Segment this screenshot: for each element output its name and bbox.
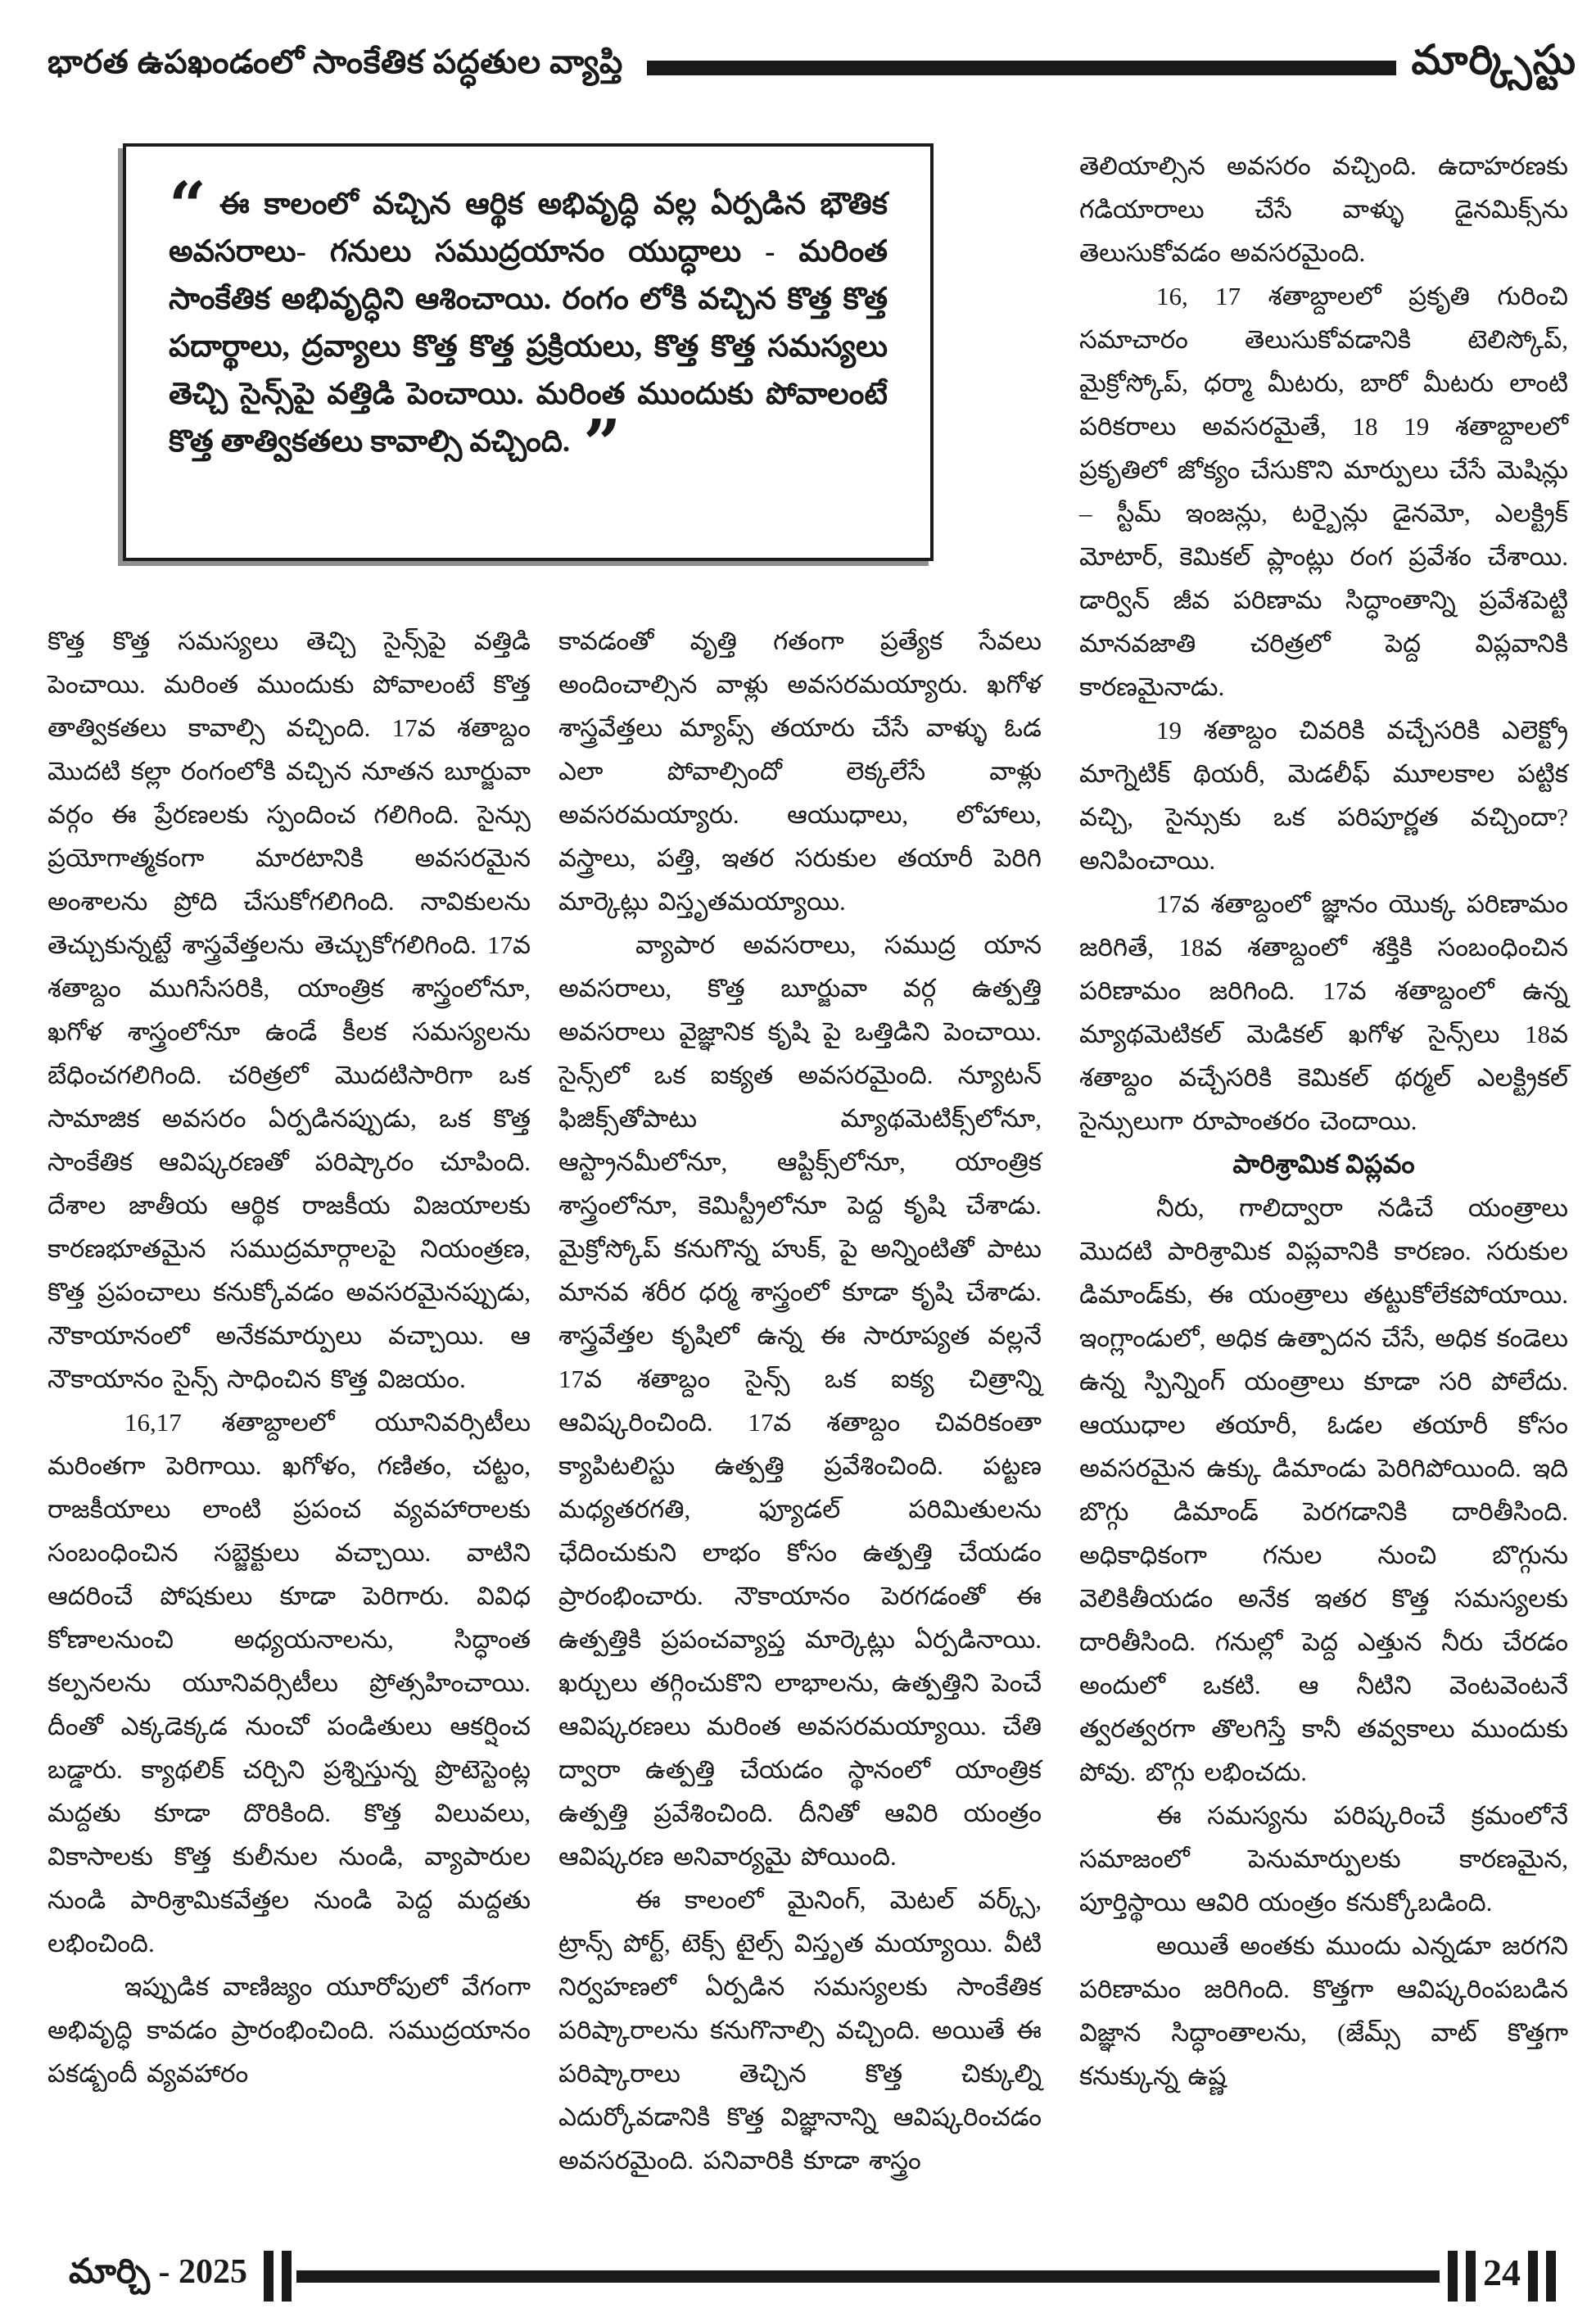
body-paragraph: వ్యాపార అవసరాలు, సముద్ర యాన అవసరాలు, కొత్త బూర్జువా వర్గ ఉత్పత్తి అవసరాలు వైజ్ఞానిక కృషి పై ఒత్తిడిని పెంచాయి. సైన్స్‌లో ఒక ఐక్యత అవసరమైంది. న్యూటన్ ఫిజిక్స్‌తోపాటు మ్యాథమెటిక్స్‌లోనూ, ఆస్ట్రానమీలోనూ, ఆప్టిక్స్‌లోనూ, యాంత్రిక శాస్త్రంలోనూ, కెమిస్ట్రీలోనూ పెద్ద కృషి చేశాడు. మైక్రోస్కోప్ కనుగొన్న హుక్, పై అన్నింటితో పాటు మానవ శరీర ధర్మ శాస్త్రంలో కూడా కృషి చేశాడు. శాస్త్రవేత్తల కృషిలో ఉన్న ఈ సారూప్యత వల్లనే 17వ శతాబ్దం సైన్స్ ఒక ఐక్య చిత్రాన్ని ఆవిష్కరించింది. 17వ శతాబ్దం చివరికంతా క్యాపిటలిస్టు ఉత్పత్తి ప్రవేశించింది. పట్టణ మధ్యతరగతి, ఫ్యూడల్ పరిమితులను ఛేదించుకుని లాభం కోసం ఉత్పత్తి చేయడం ప్రారంభించారు. నౌకాయానం పెరగడంతో ఈ ఉత్పత్తికి ప్రపంచవ్యాప్త మార్కెట్లు ఏర్పడినాయి. ఖర్చులు తగ్గించుకొని లాభాలను, ఉత్పత్తిని పెంచే ఆవిష్కరణలు మరింత అవసరమయ్యాయి. చేతి ద్వారా ఉత్పత్తి చేయడం స్థానంలో యాంత్రిక ఉత్పత్తి ప్రవేశించింది. దీనితో ఆవిరి యంత్రం ఆవిష్కరణ అనివార్యమై పోయింది. bbox=[558, 930, 1042, 1871]
footer-issue-date: మార్చి - 2025 bbox=[69, 2253, 248, 2291]
footer-right-bars-icon bbox=[1448, 2251, 1458, 2302]
body-paragraph: కొత్త కొత్త సమస్యలు తెచ్చి సైన్స్‌పై వత్తిడి పెంచాయి. మరింత ముందుకు పోవాలంటే కొత్త తాత్వికతలు కావాల్సి వచ్చింది. 17వ శతాబ్దం మొదటి కల్లా రంగంలోకి వచ్చిన నూతన బూర్జువా వర్గం ఈ ప్రేరణలకు స్పందించ గలిగింది. సైన్సు ప్రయోగాత్మకంగా మారటానికి అవసరమైన అంశాలను ప్రోది చేసుకోగలిగింది. నావికులను తెచ్చుకున్నట్టే శాస్త్రవేత్తలను తెచ్చుకోగలిగింది. 17వ శతాబ్దం ముగిసేసరికి, యాంత్రిక శాస్త్రంలోనూ, ఖగోళ శాస్త్రంలోనూ ఉండే కీలక సమస్యలను బేధించగలిగింది. చరిత్రలో మొదటిసారిగా ఒక సామాజిక అవసరం ఏర్పడినప్పుడు, ఒక కొత్త సాంకేతిక ఆవిష్కరణతో పరిష్కారం చూపింది. దేశాల జాతీయ ఆర్థిక రాజకీయ విజయాలకు కారణభూతమైన సముద్రమార్గాలపై నియంత్రణ, కొత్త ప్రపంచాలు కనుక్కోవడం అవసరమైనప్పుడు, నౌకాయానంలో అనేకమార్పులు వచ్చాయి. ఆ నౌకాయానం సైన్స్ సాధించిన కొత్త విజయం. bbox=[47, 627, 531, 1393]
body-paragraph: ఈ సమస్యను పరిష్కరించే క్రమంలోనే సమాజంలో పెనుమార్పులకు కారణమైన, పూర్తిస్థాయి ఆవిరి యంత్రం కనుక్కోబడింది. bbox=[1079, 1801, 1568, 1917]
body-paragraph: తెలియాల్సిన అవసరం వచ్చింది. ఉదాహరణకు గడియారాలు చేసే వాళ్ళు డైనమిక్స్‌ను తెలుసుకోవడం అవసరమైంది. bbox=[1079, 152, 1568, 267]
body-paragraph: 16,17 శతాబ్దాలలో యూనివర్సిటీలు మరింతగా పెరిగాయి. ఖగోళం, గణితం, చట్టం, రాజకీయాలు లాంటి ప్రపంచ వ్యవహారాలకు సంబంధించిన సబ్జెక్టులు వచ్చాయి. వాటిని ఆదరించే పోషకులు కూడా పెరిగారు. వివిధ కోణాలనుంచి అధ్యయనాలను, సిద్ధాంత కల్పనలను యూనివర్సిటీలు ప్రోత్సహించాయి. దీంతో ఎక్కడెక్కడ నుంచో పండితులు ఆకర్షించ బడ్డారు. క్యాథలిక్ చర్చిని ప్రశ్నిస్తున్న ప్రొటెస్టెంట్ల మద్దతు కూడా దొరికింది. కొత్త విలువలు, వికాసాలకు కొత్త కులీనుల నుండి, వ్యాపారుల నుండి పారిశ్రామికవేత్తల నుండి పెద్ద మద్దతు లభించింది. bbox=[47, 1408, 531, 1958]
body-paragraph: 16, 17 శతాబ్దాలలో ప్రకృతి గురించి సమాచారం తెలుసుకోవడానికి టెలిస్కోప్, మైక్రోస్కోప్, ధర్మా మీటరు, బారో మీటరు లాంటి పరికరాలు అవసరమైతే, 18 19 శతాబ్దాలలో ప్రకృతిలో జోక్యం చేసుకొని మార్పులు చేసే మెషిన్లు – స్టీమ్ ఇంజన్లు, టర్బైన్లు డైనమో, ఎలక్ట్రిక్ మోటార్, కెమికల్ ప్లాంట్లు రంగ ప్రవేశం చేశాయి. డార్విన్ జీవ పరిణామ సిద్ధాంతాన్ని ప్రవేశపెట్టి మానవజాతి చరిత్రలో పెద్ద విప్లవానికి కారణమైనాడు. bbox=[1079, 282, 1568, 701]
section-heading: పారిశ్రామిక విప్లవం bbox=[1232, 1149, 1415, 1179]
column-right bbox=[1079, 144, 1568, 2098]
footer-rule bbox=[296, 2270, 1440, 2283]
footer-right-bars-icon bbox=[1528, 2251, 1538, 2302]
body-paragraph: ఇప్పుడిక వాణిజ్యం యూరోపులో వేగంగా అభివృద్ధి కావడం ప్రారంభించింది. సముద్రయానం పకడ్బందీ వ్యవహారం bbox=[47, 1972, 531, 2088]
pull-quote-text: ఈ కాలంలో వచ్చిన ఆర్థిక అభివృద్ధి వల్ల ఏర్పడిన భౌతిక అవసరాలు- గనులు సముద్రయానం యుద్ధాలు - మరింత సాంకేతిక అభివృద్ధిని ఆశించాయి. రంగం లోకి వచ్చిన కొత్త కొత్త పదార్థాలు, ద్రవ్యాలు కొత్త కొత్త ప్రక్రియలు, కొత్త కొత్త సమస్యలు తెచ్చి సైన్స్‌పై వత్తిడి పెంచాయి. మరింత ముందుకు పోవాలంటే కొత్త తాత్వికతలు కావాల్సి వచ్చింది. bbox=[169, 188, 888, 459]
open-quote-icon: “ bbox=[169, 167, 207, 244]
page-number: 24 bbox=[1483, 2252, 1521, 2293]
body-paragraph: నీరు, గాలిద్వారా నడిచే యంత్రాలు మొదటి పారిశ్రామిక విప్లవానికి కారణం. సరుకుల డిమాండ్‌కు, ఈ యంత్రాలు తట్టుకోలేకపోయాయి. ఇంగ్లాండులో, అధిక ఉత్పాదన చేసే, అధిక కండెలు ఉన్న స్పిన్నింగ్ యంత్రాలు కూడా సరి పోలేదు. ఆయుధాల తయారీ, ఓడల తయారీ కోసం అవసరమైన ఉక్కు డిమాండు పెరిగిపోయింది. ఇది బొగ్గు డిమాండ్ పెరగడానికి దారితీసింది. అధికాధికంగా గనుల నుంచి బొగ్గును వెలికితీయడం అనేక ఇతర కొత్త సమస్యలకు దారితీసింది. గనుల్లో పెద్ద ఎత్తున నీరు చేరడం అందులో ఒకటి. ఆ నీటిని వెంటవెంటనే త్వరత్వరగా తొలగిస్తే కానీ తవ్వకాలు ముందుకు పోవు. బొగ్గు లభించదు. bbox=[1079, 1193, 1568, 1786]
column-middle bbox=[558, 619, 1042, 2182]
header-rule bbox=[647, 61, 1396, 75]
article-title: భారత ఉపఖండంలో సాంకేతిక పద్ధతుల వ్యాప్తి bbox=[47, 43, 623, 80]
body-paragraph: 19 శతాబ్దం చివరికి వచ్చేసరికి ఎలెక్ట్రో మాగ్నెటిక్ థియరీ, మెడలీఫ్ మూలకాల పట్టిక వచ్చి, సైన్సుకు ఒక పరిపూర్ణత వచ్చిందా? అనిపించాయి. bbox=[1079, 716, 1568, 875]
footer-left-bars-icon bbox=[282, 2251, 292, 2302]
body-paragraph: కావడంతో వృత్తి గతంగా ప్రత్యేక సేవలు అందించాల్సిన వాళ్లు అవసరమయ్యారు. ఖగోళ శాస్త్రవేత్తలు మ్యాప్స్ తయారు చేసే వాళ్ళు ఓడ ఎలా పోవాల్సిందో లెక్కలేసే వాళ్లు అవసరమయ్యారు. ఆయుధాలు, లోహాలు, వస్త్రాలు, పత్తి, ఇతర సరుకుల తయారీ పెరిగి మార్కెట్లు విస్తృతమయ్యాయి. bbox=[558, 627, 1042, 916]
close-quote-icon: ” bbox=[583, 405, 622, 482]
magazine-masthead: మార్క్సిస్టు bbox=[1411, 37, 1576, 83]
footer-right-bars-icon bbox=[1546, 2251, 1556, 2302]
pull-quote-box bbox=[123, 143, 934, 561]
body-paragraph: అయితే అంతకు ముందు ఎన్నడూ జరగని పరిణామం జరిగింది. కొత్తగా ఆవిష్కరింపబడిన విజ్ఞాన సిద్ధాంతాలను, (జేమ్స్ వాట్ కొత్తగా కనుక్కున్న ఉష్ణ bbox=[1079, 1931, 1568, 2090]
footer-right-bars-icon bbox=[1466, 2251, 1476, 2302]
footer-left-bars-icon bbox=[264, 2251, 274, 2302]
column-left bbox=[47, 619, 531, 2095]
body-paragraph: ఈ కాలంలో మైనింగ్, మెటల్ వర్క్స్, ట్రాన్స్ పోర్ట్, టెక్స్ టైల్స్ విస్తృత మయ్యాయి. వీటి నిర్వహణలో ఏర్పడిన సమస్యలకు సాంకేతిక పరిష్కారాలను కనుగొనాల్సి వచ్చింది. అయితే ఈ పరిష్కారాలు తెచ్చిన కొత్త చిక్కుల్ని ఎదుర్కోవడానికి కొత్త విజ్ఞానాన్ని ఆవిష్కరించడం అవసరమైంది. పనివారికి కూడా శాస్త్రం bbox=[558, 1885, 1042, 2175]
body-paragraph: 17వ శతాబ్దంలో జ్ఞానం యొక్క పరిణామం జరిగితే, 18వ శతాబ్దంలో శక్తికి సంబంధించిన పరిణామం జరిగింది. 17వ శతాబ్దంలో ఉన్న మ్యాథమెటికల్ మెడికల్ ఖగోళ సైన్స్‌లు 18వ శతాబ్దం వచ్చేసరికి కెమికల్ థర్మల్ ఎలక్ట్రికల్ సైన్సులుగా రూపాంతరం చెందాయి. bbox=[1079, 889, 1568, 1135]
